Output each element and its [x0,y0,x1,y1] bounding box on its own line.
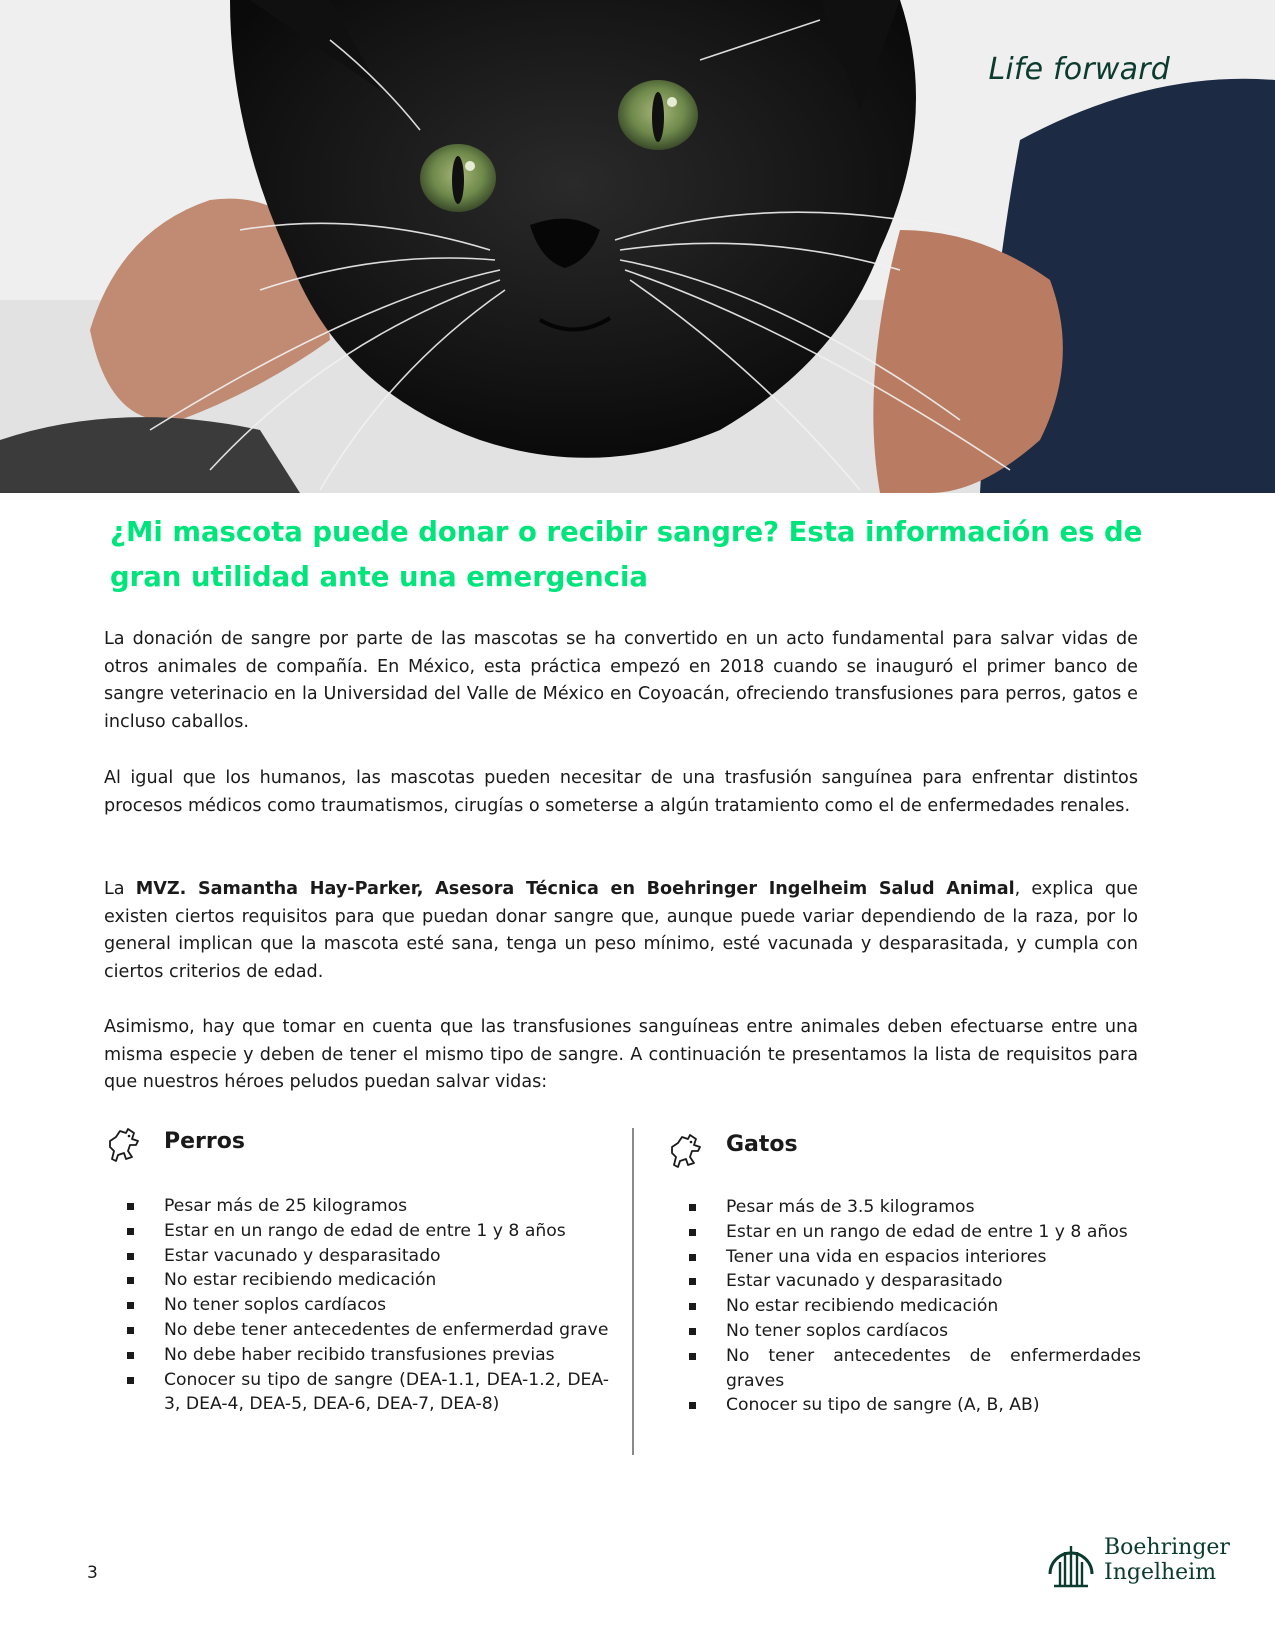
expert-name: MVZ. Samantha Hay-Parker, Asesora Técnica en Boehringer Ingelheim Salud Animal [135,879,1015,899]
gatos-title: Gatos [726,1132,798,1157]
dog-icon [104,1125,144,1165]
cat-icon [666,1131,706,1171]
paragraph-text: Al igual que los humanos, las mascotas pueden necesitar de una trasfusión sanguínea para enfrentar distintos procesos médicos como traumatismos, cirugías o someterse a algún tratamiento como el de enfermedades renales. [104,768,1138,816]
gatos-section [666,1125,1141,1416]
list-item: Pesar más de 3.5 kilogramos [666,1195,1141,1220]
list-item: No estar recibiendo medicación [666,1294,1141,1319]
paragraph-text: La donación de sangre por parte de las mascotas se ha convertido en un acto fundamental para salvar vidas de otros animales de compañía. En México, esta práctica empezó en 2018 cuando se inauguró el primer banco de sangre veterinacio en la Universidad del Valle de México en Coyoacán, ofreciendo transfusiones para perros, gatos e incluso caballos. [104,629,1138,732]
list-item: No tener antecedentes de enfermerdades graves [666,1344,1141,1394]
perros-section [104,1125,609,1415]
list-item: No tener soplos cardíacos [666,1319,1141,1344]
list-item: Conocer su tipo de sangre (A, B, AB) [666,1393,1141,1418]
paragraph-medical-needs [104,765,1138,820]
paragraph-text-end: , explica que existen ciertos requisitos para que puedan donar sangre que, aunque puede variar dependiendo de la raza, por lo general implican que la mascota esté sana, tenga un peso mínimo, esté vacunada y desparasitada, y cumpla con ciertos criterios de edad. [104,879,1138,982]
logo-text-line1: Boehringer [1104,1535,1230,1560]
list-item: No tener soplos cardíacos [104,1293,609,1318]
paragraph-text-start: La [104,879,136,899]
list-item: No estar recibiendo medicación [104,1268,609,1293]
boehringer-building-icon [1044,1534,1098,1590]
paragraph-requirements-intro [104,1014,1138,1097]
list-item: Estar en un rango de edad de entre 1 y 8 años [666,1220,1141,1245]
boehringer-logo [1044,1532,1234,1592]
list-item: Tener una vida en espacios interiores [666,1245,1141,1270]
list-item: Estar vacunado y desparasitado [104,1244,609,1269]
list-item: Pesar más de 25 kilogramos [104,1194,609,1219]
list-item: No debe tener antecedentes de enfermerdad grave [104,1318,609,1343]
list-item: No debe haber recibido transfusiones previas [104,1343,609,1368]
paragraph-text: Asimismo, hay que tomar en cuenta que las transfusiones sanguíneas entre animales deben efectuarse entre una misma especie y deben de tener el mismo tipo de sangre. A continuación te presentamos la lista de requisitos para que nuestros héroes peludos puedan salvar vidas: [104,1017,1138,1093]
page-number: 3 [87,1563,98,1583]
perros-header [104,1125,609,1175]
list-item: Conocer su tipo de sangre (DEA-1.1, DEA-1.2, DEA-3, DEA-4, DEA-5, DEA-6, DEA-7, DEA-8) [104,1368,609,1418]
list-item: Estar en un rango de edad de entre 1 y 8 años [104,1219,609,1244]
perros-requirements-list [104,1194,609,1417]
paragraph-intro [104,626,1138,736]
paragraph-expert-quote [104,876,1138,986]
gatos-header [666,1125,1141,1175]
brand-tagline: Life forward [988,52,1170,87]
gatos-requirements-list [666,1195,1141,1418]
paragraph-text [104,876,1138,986]
list-item: Estar vacunado y desparasitado [666,1269,1141,1294]
logo-text-line2: Ingelheim [1104,1560,1217,1585]
column-divider [632,1128,634,1455]
page-title: ¿Mi mascota puede donar o recibir sangre? Esta información es de gran utilidad ante una emergencia [110,516,1143,593]
hero-image [0,0,1275,493]
perros-title: Perros [164,1129,245,1154]
